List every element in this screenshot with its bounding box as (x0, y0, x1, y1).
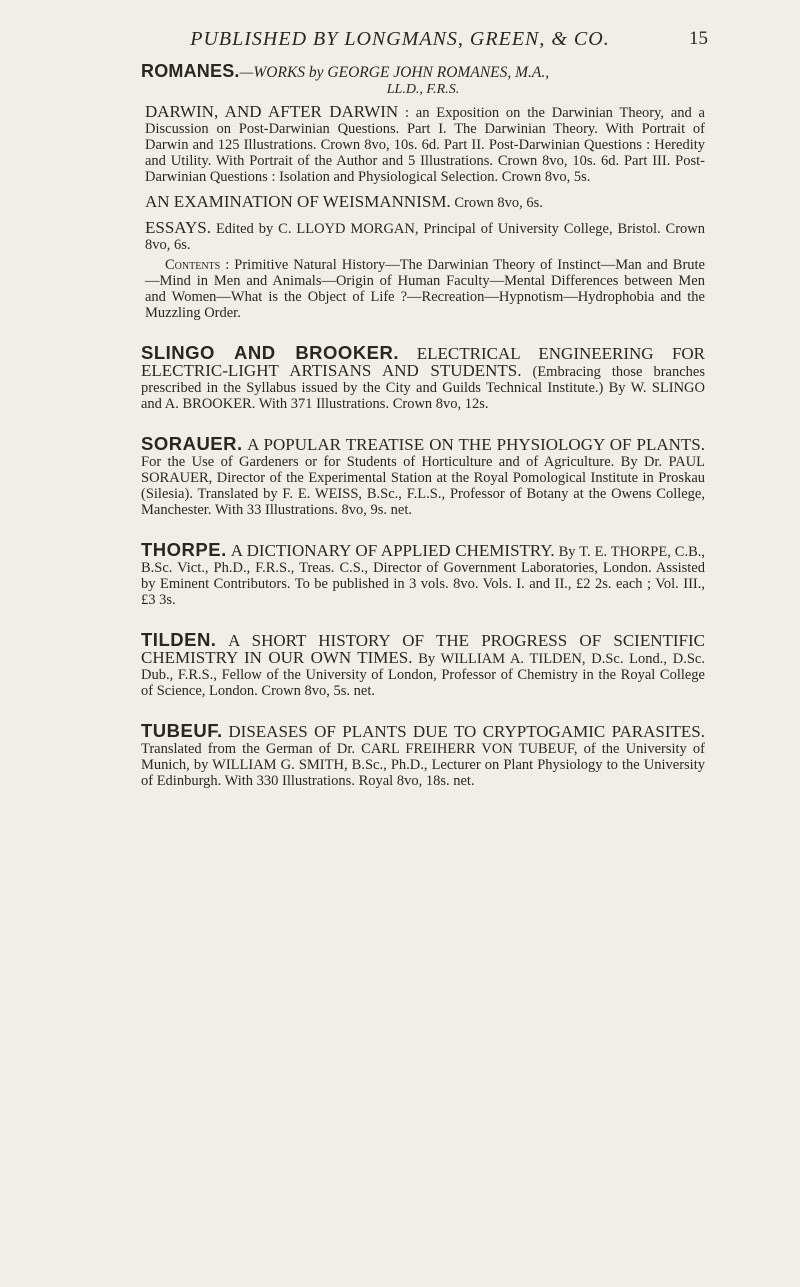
work-description: By WILLIAM A. TILDEN, D.Sc. Lond., D.Sc. Dub., F.R.S., Fellow of the University of London, Professor of Chemistry in the Royal College of Science, London. Crown 8vo, 5s. net. (141, 651, 705, 699)
running-header (0, 28, 800, 58)
entry-slingo-brooker (141, 342, 706, 412)
work-title: DARWIN, AND AFTER DARWIN (145, 102, 399, 121)
work-title: A POPULAR TREATISE ON THE PHYSIOLOGY OF PLANTS. (247, 435, 705, 454)
work-description: : an Exposition on the Darwinian Theory, and a Discussion on Post-Darwinian Questions. Part I. The Darwinian Theory. With Portrait of Darwin and 125 Illustrations. Crown 8vo, 10s. 6d. Part II. Post-Darwinian Questions : Heredity and Utility. With Portrait of the Author and 5 Illustrations. Crown 8vo, 10s. 6d. Part III. Post-Darwinian Questions : Isolation and Physiological Selection. Crown 8vo, 5s. (145, 105, 705, 185)
entry-sorauer (141, 433, 705, 518)
author-name: TUBEUF. (141, 720, 223, 741)
work-description: Translated from the German of Dr. CARL FREIHERR VON TUBEUF, of the University of Munich, by WILLIAM G. SMITH, B.Sc., Ph.D., Lecturer on Plant Physiology to the University of Edinburgh. With 330 Illustrations. Royal 8vo, 18s. net. (141, 741, 705, 789)
author-name: TILDEN. (141, 629, 217, 650)
work-title: AN EXAMINATION OF WEISMANNISM. (145, 192, 451, 211)
page-number: 15 (689, 28, 708, 49)
work-title: ESSAYS. (145, 218, 211, 237)
work-darwin-after-darwin (145, 104, 705, 185)
contents-label: Contents : (165, 257, 230, 273)
entry-thorpe (141, 539, 706, 608)
work-title: DISEASES OF PLANTS DUE TO CRYPTOGAMIC PARASITES. (228, 722, 705, 741)
page-content (141, 61, 706, 789)
work-description: (Embracing those branches prescribed in the Syllabus issued by the City and Guilds Technical Institute.) By W. SLINGO and A. BROOKER. With 371 Illustrations. Crown 8vo, 12s. (141, 364, 705, 412)
author-name: SORAUER. (141, 433, 243, 454)
work-description: Crown 8vo, 6s. (454, 195, 543, 211)
work-description: For the Use of Gardeners or for Students of Horticulture and of Agriculture. By Dr. PAUL SORAUER, Director of the Experimental Station at the Royal Pomological Institute in Proskau (Silesia). Translated by F. E. WEISS, B.Sc., F.L.S., Professor of Botany at the Owens College, Manchester. With 33 Illustrations. 8vo, 9s. net. (141, 454, 705, 518)
author-byline: —WORKS by GEORGE JOHN ROMANES, M.A., (239, 64, 550, 81)
work-description: By T. E. THORPE, C.B., B.Sc. Vict., Ph.D., F.R.S., Treas. C.S., Director of Government Laboratories, London. Assisted by Eminent Contributors. To be published in 3 vols. 8vo. Vols. I. and II., £2 2s. each ; Vol. III., £3 3s. (141, 544, 706, 608)
work-title: ELECTRICAL ENGINEERING FOR ELECTRIC-LIGHT ARTISANS AND STUDENTS. (141, 344, 706, 380)
work-essays (145, 220, 705, 321)
entry-tilden (141, 629, 705, 699)
work-examination-weismannism (145, 194, 705, 211)
work-title: A SHORT HISTORY OF THE PROGRESS OF SCIENTIFIC CHEMISTRY IN OUR OWN TIMES. (141, 631, 705, 667)
running-title: PUBLISHED BY LONGMANS, GREEN, & CO. (190, 28, 610, 50)
author-name: THORPE. (141, 539, 227, 560)
work-title: A DICTIONARY OF APPLIED CHEMISTRY. (230, 541, 555, 560)
author-name: SLINGO AND BROOKER. (141, 342, 400, 363)
author-credentials: LL.D., F.R.S. (386, 82, 460, 97)
entry-romanes (141, 62, 705, 98)
contents-text: Primitive Natural History—The Darwinian Theory of Instinct—Man and Brute—Mind in Men and Animals—Origin of Human Faculty—Mental Differences between Men and Women—What is the Object of Life ?—Recreation—Hypnotism—Hydrophobia and the Muzzling Order. (145, 257, 705, 321)
entry-tubeuf (141, 720, 705, 789)
author-name: ROMANES. (141, 61, 240, 81)
work-description: Edited by C. LLOYD MORGAN, Principal of University College, Bristol. Crown 8vo, 6s. (145, 221, 706, 253)
